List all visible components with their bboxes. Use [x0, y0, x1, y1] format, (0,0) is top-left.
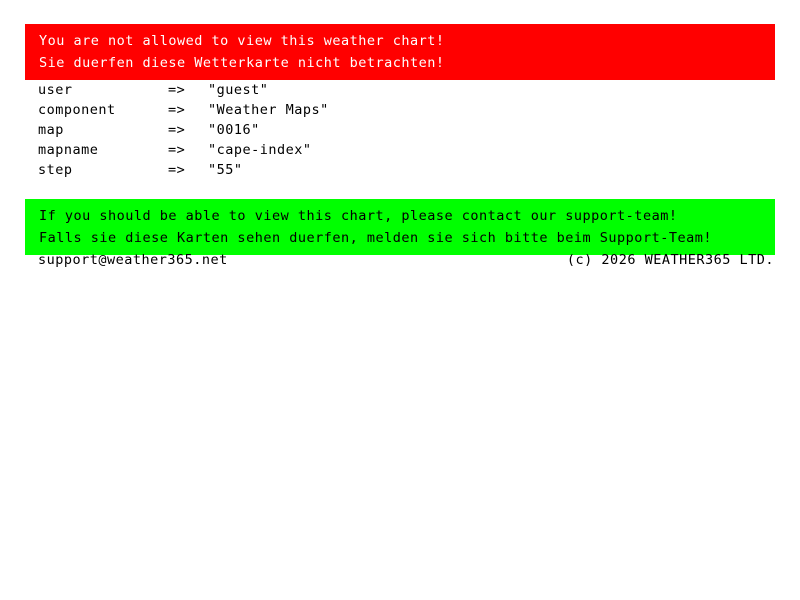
info-banner: [25, 199, 775, 255]
error-banner-line-de: Sie duerfen diese Wetterkarte nicht betrachten!: [39, 55, 445, 71]
param-arrow: =>: [168, 142, 186, 158]
param-value-user: "guest": [208, 82, 269, 98]
table-row: [38, 140, 329, 160]
error-banner-line-en: You are not allowed to view this weather chart!: [39, 33, 445, 49]
table-row: [38, 120, 329, 140]
table-row: [38, 80, 329, 100]
param-value-mapname: "cape-index": [208, 142, 312, 158]
param-value-component: "Weather Maps": [208, 102, 329, 118]
param-key-component: component: [38, 102, 116, 118]
info-banner-line-de: Falls sie diese Karten sehen duerfen, melden sie sich bitte beim Support-Team!: [39, 230, 712, 246]
param-arrow: =>: [168, 82, 186, 98]
table-row: [38, 160, 329, 180]
param-arrow: =>: [168, 102, 186, 118]
param-value-map: "0016": [208, 122, 260, 138]
param-key-mapname: mapname: [38, 142, 99, 158]
error-banner: [25, 24, 775, 80]
footer: [38, 250, 774, 270]
param-value-step: "55": [208, 162, 243, 178]
support-email-link[interactable]: support@weather365.net: [38, 252, 228, 268]
param-arrow: =>: [168, 162, 186, 178]
table-row: [38, 100, 329, 120]
param-arrow: =>: [168, 122, 186, 138]
param-key-user: user: [38, 82, 73, 98]
param-key-step: step: [38, 162, 73, 178]
info-banner-line-en: If you should be able to view this chart, please contact our support-team!: [39, 208, 678, 224]
param-key-map: map: [38, 122, 64, 138]
parameter-table: [38, 80, 329, 180]
copyright-text: (c) 2026 WEATHER365 LTD.: [566, 252, 774, 268]
